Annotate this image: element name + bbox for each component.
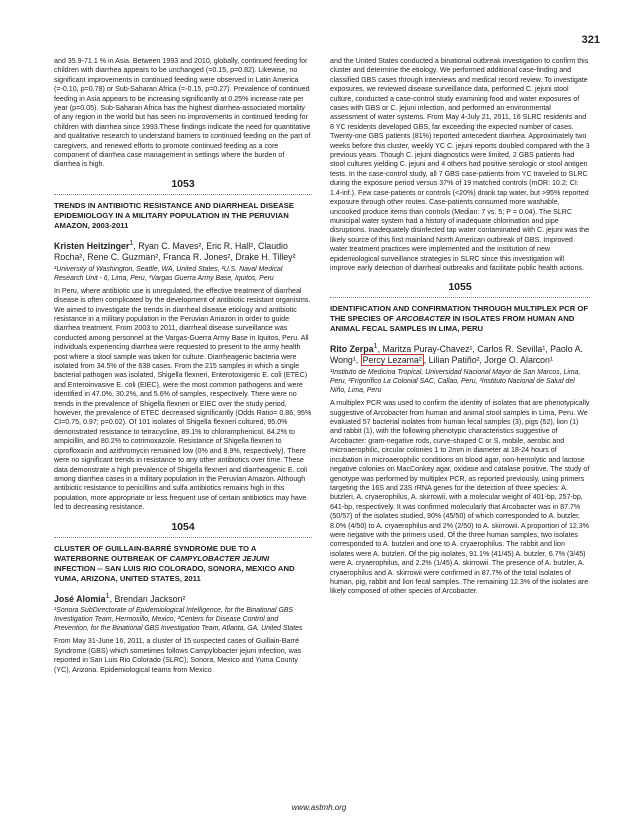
- title-part: CLUSTER OF GUILLAIN-BARRÉ SYNDROME DUE TO A WATERBORNE OUTBREAK OF: [54, 543, 257, 563]
- first-author: Rito Zerpa: [330, 344, 374, 355]
- other-authors: , Maritza Puray-Chavez¹, Carlos R. Sevilla¹, Paolo A. Wong¹,: [330, 344, 583, 366]
- abstract-body-1054: From May 31-June 16, 2011, a cluster of 15 suspected cases of Guillain-Barré Syndrome (GBS) which sometimes follows Campylobacter jejuni infection, was reported in San Luis Rio Colorado (SLRC), Sonora, Mexico and Yuma County (YC), Arizona. Epidemiological teams from Mexico: [54, 637, 302, 674]
- abstract-number-1054: 1054: [54, 521, 312, 538]
- title-part: INFECTION -- SAN LUIS RIO COLORADO, SONORA, MEXICO AND YUMA, ARIZONA, UNITED STATES, 2011: [54, 563, 295, 583]
- abstract-number-1053: 1053: [54, 178, 312, 195]
- abstract-title-1055: [330, 304, 590, 334]
- title-part: IDENTIFICATION AND CONFIRMATION THROUGH MULTIPLEX PCR OF THE SPECIES OF: [330, 304, 589, 324]
- title-italic-part: ARCOBACTER: [395, 314, 451, 324]
- other-authors: , Brendan Jackson²: [109, 593, 186, 604]
- highlighted-author: Percy Lezama²: [362, 355, 422, 366]
- intro-paragraph: and 35.9-71.1 % in Asia. Between 1993 and 2010, globally, continued feeding for children with diarrhea appears to be unchanged (=0.15, p=0.82). Likewise, no significant improvements in continued feeding were observed in Latin America (=-0.10, p=0.78) or Sub-Saharan Africa (=-0.15, p=0.27). Prevalence of continued feeding in Asia appears to be increasing significantly at 0.25% increase rate per year (p=0.05). Sub-Saharan Africa has the highest diarrhea-associated mortality of any region in the world but has seen no improvements in continued feeding for children with diarrhea since 1993.These findings indicate the need for quantitative and qualitative research to understand barriers to continued feeding on the part of caregivers, and renewed efforts to promote continued feeding as a core component of diarrhea case management in settings where the burden of diarrhea is high.: [54, 57, 311, 169]
- abstract-body-1053: In Peru, where antibiotic use is unregulated, the effective treatment of diarrheal disease is often complicated by the development of antibiotic resistant organisms. We aimed to investigate the trends in diarrheal disease etiology and antibiotic resistance in a military population in the Peruvian Amazon in order to guide diarrhea treatment. From 2003 to 2011, diarrheal disease surveillance was conducted among personnel at the Vargas-Guerra Army Base in Iquitos, Peru. All individuals experiencing diarrhea were requested to present to the army health post where a stool sample was taken for culture. Diarrheagenic bacteria were isolated from 34.5% of the 638 cases. From the 215 samples in which a single bacterial pathogen was isolated, Shigella flexneri, Enterotoxigenic E. coli (ETEC) and Enteroinvasive E. coli (EIEC), were the most common pathogens and were identified in 47.0%, 30.2%, and 5.6% of samples, respectively. There were no trends in the prevalence of Shigella flexneri or EIEC over the study period, however, the prevalence of ETEC decreased significantly (Odds Ratio= 0.86, 95% CI=0.75, 0.97; p=0.02). Of 101 isolates of Shigella flexneri cultured, 95.0% demonstrated resistance to tetracycline, 89.1% to chloramphenicol, 84.2% to ampicillin, and 80.2% to cotrimoxazole. Resistance of Shigella flexneri to ciprofloxacin and azithromycin remained low (0% and 8.9%, respectively). There were no significant trends in resistance to any other antibiotics over time. These data demonstrate a high prevalence of Shigella flexneri and diarrheagenic E. coli among diarrhea cases in a military population in the Peruvian Amazon. Although antibiotic resistance to penicillins and sulfa antibiotics remains high in this population, more appropriate or less frequent use of certain antibiotics may have led to decreasing resistance.: [54, 286, 312, 512]
- footer-url: www.astmh.org: [291, 803, 347, 812]
- affiliations-1054: ¹Sonora SubDirectorate of Epidemiological Intelligence, for the Binational GBS Investigation Team, Hermosillo, Mexico, ²Centers for Disease Control and Prevention, for the Binational GBS Investigation Team, Atlanta, GA, United States: [54, 607, 303, 633]
- other-authors: , Lilian Patiño², Jorge O. Alarcon¹: [423, 355, 553, 366]
- author-superscript: 1: [129, 237, 134, 247]
- abstract-body-1055: A multiplex PCR was used to confirm the identity of isolates that are phenotypically suggestive of Arcobacter from human and animal stool samples in Lima, Peru. We evaluated 57 bacterial isolates from human fecal samples (3), pigs (52), lion (1) and rabbit (1), with the following phenotypic characteristics suggestive of Arcobacter: gram-negative rods, curve-shaped C or S, mobile, aerobic and microaerophilic, circular colonies 1 to 2mm in diameter at 18-24 hours of incubation in microaerophilic conditions on blood agar, non-hemolytic and lactose negative colonies on MacConkey agar, oxidase and catalase positive. The study of genotype was performed by multiplex PCR, as reported previously, using primers targeting the 16S and 23S rRNA genes for the detection of three species: A. butzleri, A. cryaerophilus, A. skirrowii, with a molecular weight of 401-bp, 257-bp, 641-bp, respectively. It was confirmed molecularly that Arcobacter was in 87.7% (50/57) of the isolates studied, 90% (45/50) of which corresponded to A. butzler, 8.0% (4/50) to A. cryaerophilus and 2% (2/50) to A. skirrowii. A proportion of 12.3% were negative with the primers used. Of the three human samples, two isolates corresponded to A. butzleri and one to A. cryaerophilus. The rabbit and lion isolates were A. butzleri. Of the pig isolates, 91.1% (41/45) A. butzler, 6.7% (3/45) were A. cryaerophilus, and 2.2% (1/45) A. skirrowii. The presence of A. butzler, A. cryaerophilus and A. skirrowii were confirmed in 87.7% of the total isolates of human, pig, rabbit and lion fecal samples. The remaining 12.3% of the isolates are likely composed of other species of Arcobacter.: [330, 399, 590, 596]
- first-author: José Alomia: [54, 593, 106, 604]
- first-author: Kristen Heitzinger: [54, 240, 130, 251]
- page-number: 321: [581, 34, 600, 46]
- title-part: IN ISOLATES FROM HUMAN AND ANIMAL FECAL SAMPLES IN LIMA, PERU: [330, 314, 575, 334]
- affiliations-1053: ¹University of Washington, Seattle, WA, United States, ²U.S. Naval Medical Research Unit - 6, Lima, Peru, ³Vargas Guerra Army Base, Iquitos, Peru: [54, 265, 283, 282]
- other-authors: , Ryan C. Maves², Eric R. Hall², Claudio Rocha², Rene C. Guzman², Franca R. Jones², Drake H. Tilley²: [54, 240, 296, 262]
- author-list-1053: [54, 237, 312, 263]
- author-superscript: 1: [373, 341, 378, 351]
- author-list-1055: [330, 340, 590, 366]
- abstract-number-1055: 1055: [330, 281, 590, 298]
- title-italic-part: CAMPYLOBACTER JEJUNI: [169, 553, 270, 563]
- author-superscript: 1: [105, 590, 110, 600]
- abstract-title-1054: [54, 544, 312, 584]
- abstract-title-1053: TRENDS IN ANTIBIOTIC RESISTANCE AND DIARRHEAL DISEASE EPIDEMIOLOGY IN A MILITARY POPULATION IN THE PERUVIAN AMAZON, 2003-2011: [54, 200, 295, 230]
- author-list-1054: [54, 590, 312, 605]
- left-column: [54, 57, 312, 675]
- right-column: [330, 57, 590, 597]
- continued-paragraph: and the United States conducted a binational outbreak investigation to confirm this cluster and determine the etiology. We performed additional case-finding and classified GBS cases through interviews and medical record review. To investigate exposures, we reviewed disease surveillance data, performed C. jejuni stool culture, conducted a case-control study examining food and water exposures of cases with GBS or C. jejuni infection, and performed an environmental assessment of water systems. From May 4-July 21, 2011, 16 SLRC residents and 8 YC residents developed GBS, far exceeding the expected number of cases. Twenty-one GBS patients (81%) reported antecedent diarrhea. Approximately two weeks before this cluster, weekly YC C. jejuni reports doubled compared with the 3 previous years. Though C. jejuni diagnostics were limited, 2 GBS patients had stool cultures yielding C. jejuni and 4 others had positive serologic or stool antigen tests. In the case-control study, all 7 GBS case-patients from YC traveled to SLRC during the exposure period versus 37% of 19 matched controls (mOR: 10.2; CI: 1.4-inf.). Few case-patients or controls (<20%) drank tap water, but >95% reported exposure through other routes. Case-patients consumed more washable, uncooked produce items than controls (Median: 7 vs. 5; P = 0.04). The SLRC municipal water system had a history of inadequate chlorination and pipe disruptions. Inadequately disinfected tap water contaminated with C. jejuni was the likely source of this first mainland North American outbreak of GBS. Improved water treatment practices were implemented and the institution of new epidemiological surveillance strategies in SLRC since this investigation will improve early detection of diarrheal outbreaks and facilitate public health actions.: [330, 57, 590, 272]
- affiliations-1055: ¹Instituto de Medicina Tropical, Universidad Nacional Mayor de San Marcos, Lima, Peru, ²Frigorífico La Colonial SAC, Callao, Peru, ³Instituto Nacional de Salud del Niño, Lima, Peru: [330, 369, 581, 395]
